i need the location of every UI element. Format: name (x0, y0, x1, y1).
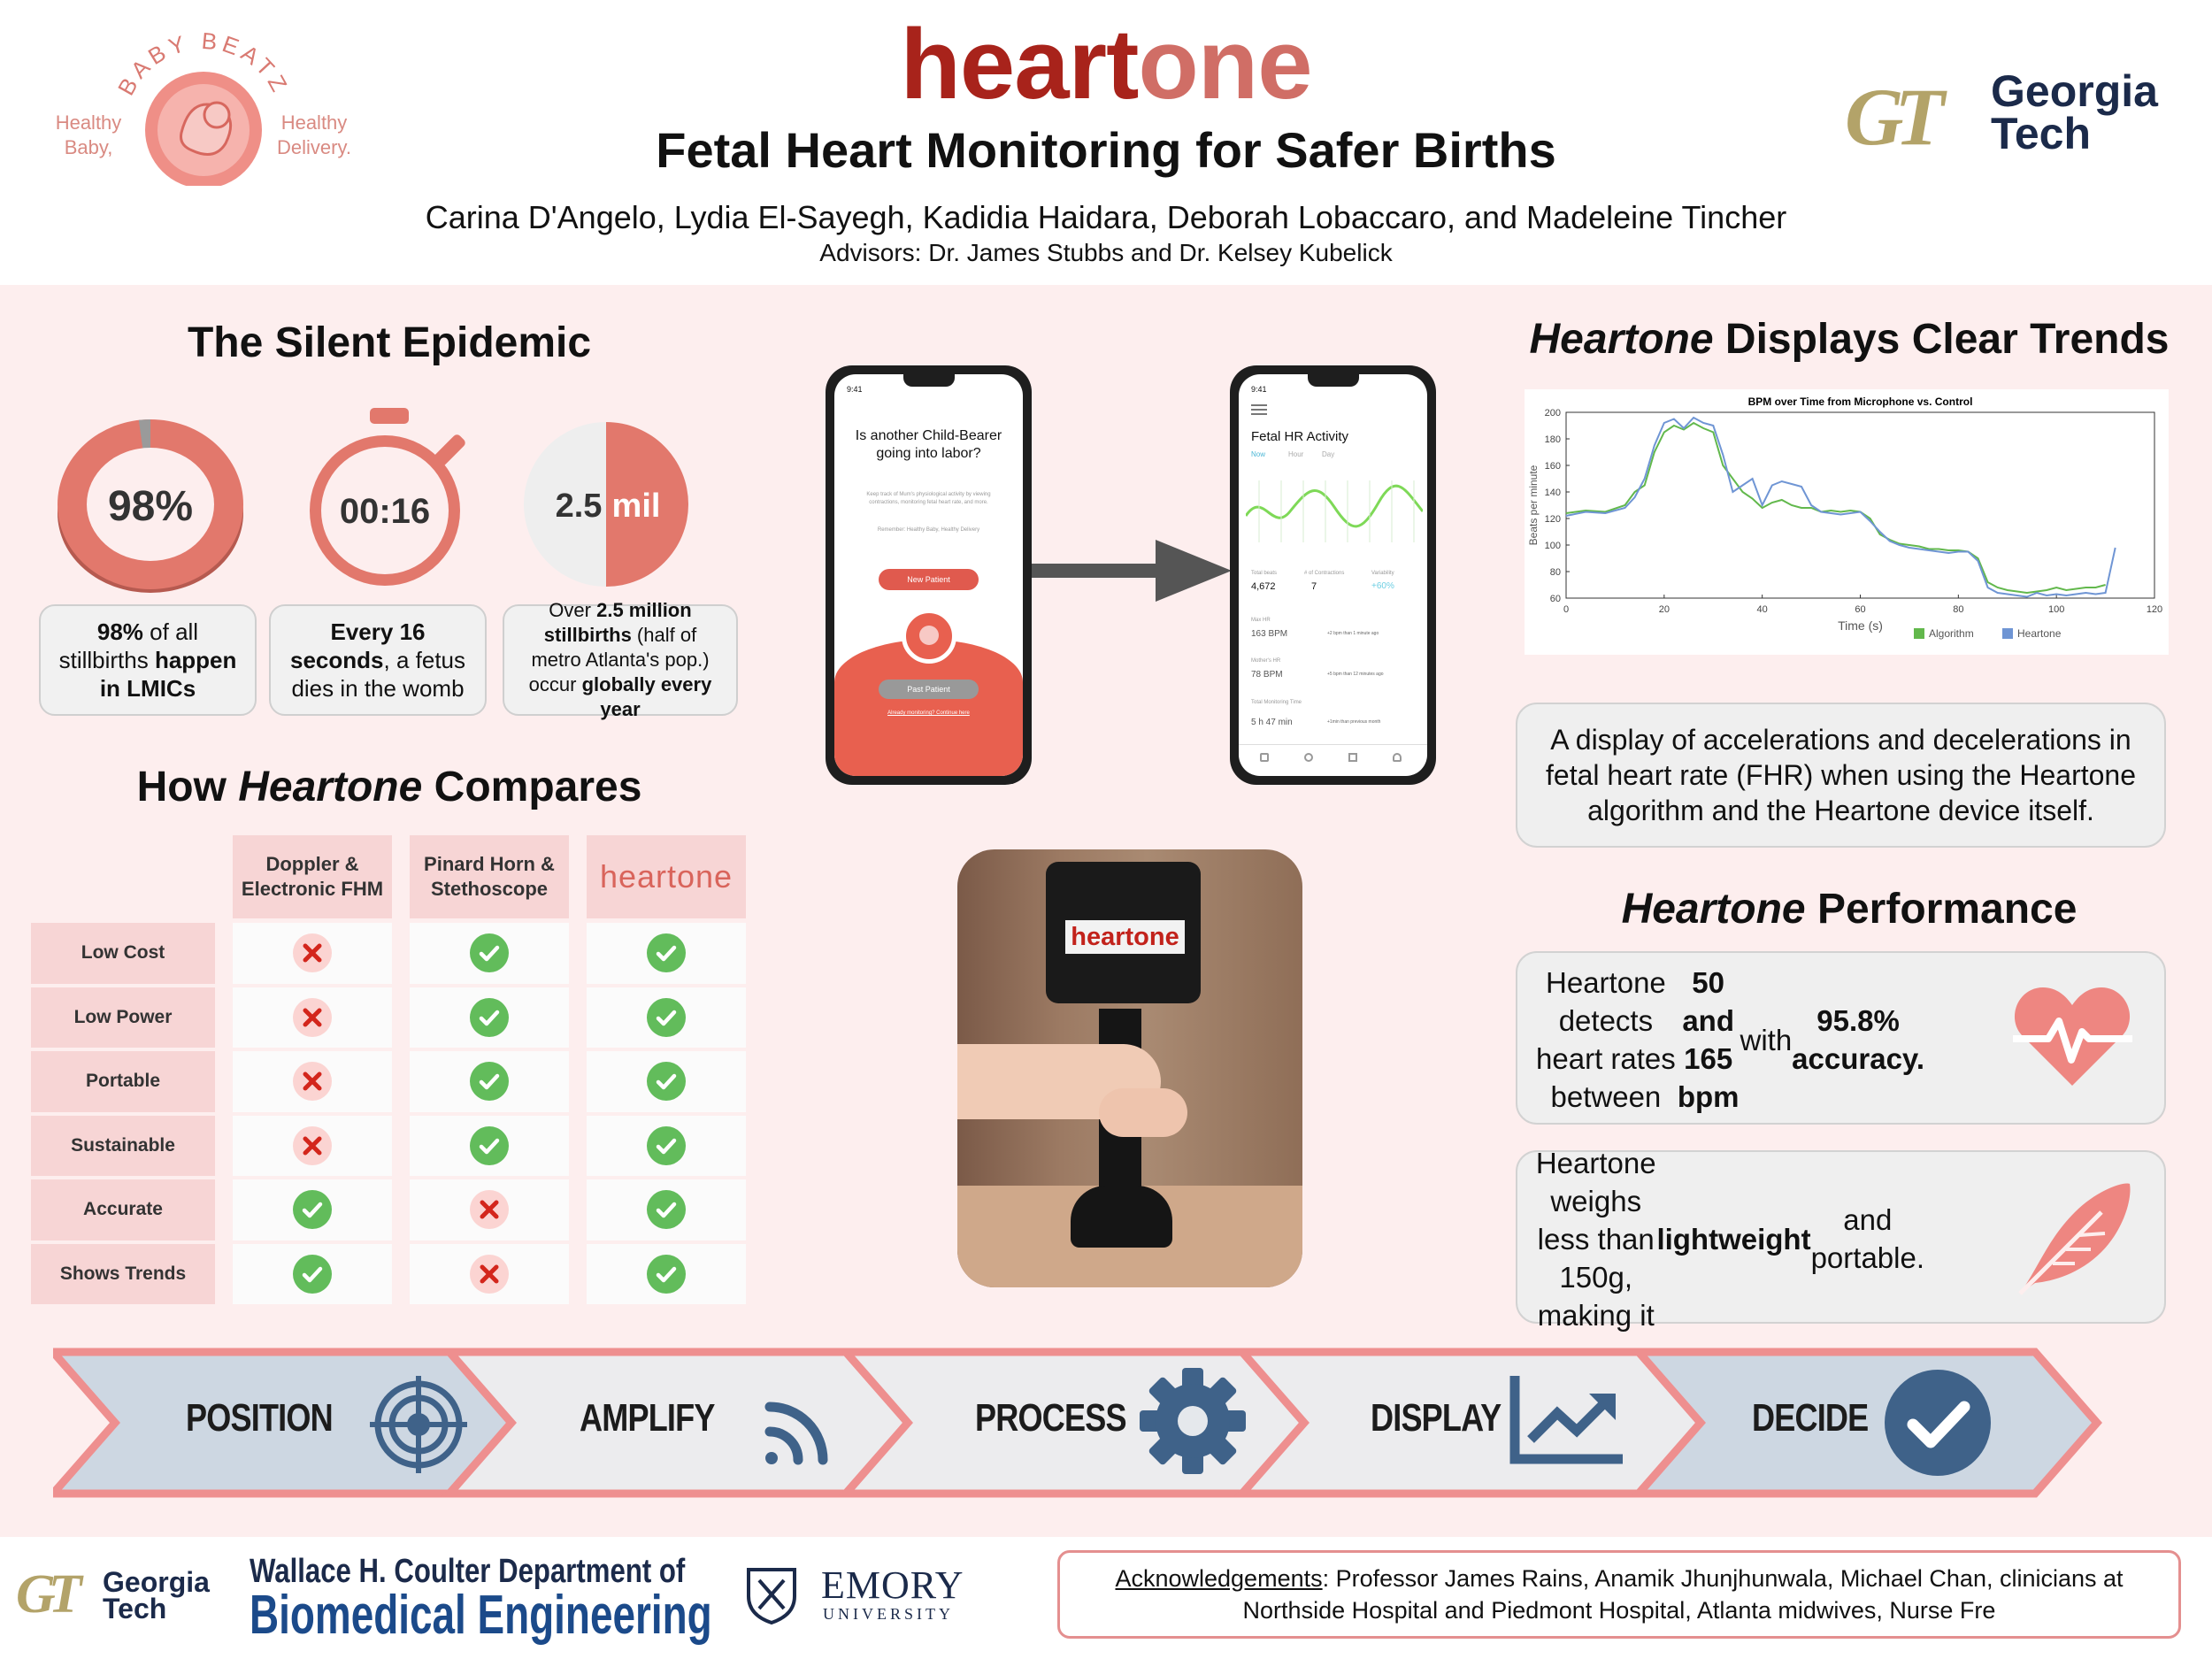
bpm-chart-panel (1525, 389, 2169, 655)
trends-title-post: Displays Clear Trends (1713, 316, 2170, 363)
check-icon (470, 998, 509, 1037)
plot-area (1566, 412, 2154, 598)
table-cell (587, 1051, 746, 1112)
x-tick-label: 0 (1563, 604, 1570, 615)
emory-line2: UNIVERSITY (823, 1605, 954, 1623)
nav-settings-icon[interactable] (1304, 753, 1313, 762)
ack-text: : Professor James Rains, Anamik Jhunjhunwala, Michael Chan, clinicians at Northside Hospital and Piedmont Hospital, Atlanta midwives, Nurse Fre (1242, 1565, 2124, 1624)
check-icon (470, 1062, 509, 1101)
row-motherhr-value: 78 BPM (1251, 670, 1283, 680)
gt-line2: Tech (1991, 109, 2091, 158)
stat1-value: 98% (107, 483, 194, 530)
table-row-label: Low Cost (31, 923, 215, 984)
row-motherhr-note: +5 bpm than 12 minutes ago (1327, 672, 1384, 677)
poster-title (796, 9, 1416, 119)
column-header: Doppler & Electronic FHM (233, 835, 392, 918)
gear-icon (1140, 1368, 1246, 1474)
x-tick-label: 100 (2047, 604, 2065, 615)
phone1-baby-icon (902, 609, 956, 664)
x-tick-label: 120 (2146, 604, 2163, 615)
georgia-tech-logo (1845, 66, 2163, 166)
y-tick-label: 60 (1549, 594, 1561, 604)
table-cell (587, 923, 746, 984)
check-icon (647, 933, 686, 972)
table-row-label: Accurate (31, 1179, 215, 1240)
stat-variability-value: +60% (1371, 581, 1394, 591)
process-step-label: DISPLAY (1371, 1396, 1502, 1440)
legend-label: Heartone (2017, 627, 2062, 640)
footer-gt-logo (16, 1566, 219, 1628)
cross-icon (470, 1190, 509, 1229)
y-tick-label: 140 (1544, 488, 1561, 498)
svg-text:Delivery.: Delivery. (277, 136, 351, 158)
donut-98-chart (49, 409, 252, 595)
table-cell (410, 1179, 569, 1240)
table-cell (233, 1116, 392, 1177)
signal-icon (761, 1380, 849, 1469)
stat-total-beats-value: 4,672 (1251, 581, 1276, 592)
table-cell (410, 1116, 569, 1177)
check-icon (647, 1062, 686, 1101)
menu-icon[interactable] (1251, 404, 1267, 406)
trends-description: A display of accelerations and decelerations in fetal heart rate (FHR) when using the Heartone algorithm and the Heartone device itself. (1516, 703, 2166, 848)
stat1-caption (39, 604, 257, 716)
accuracy-text: Heartone detects heart rates between 50 and 165 bpm with 95.8% accuracy. (1536, 966, 1925, 1113)
title-part-heart: heart (900, 9, 1139, 119)
process-step-label: PROCESS (975, 1396, 1126, 1440)
stat-variability-label: Variability (1371, 571, 1394, 576)
stat-total-beats-label: Total beats (1251, 571, 1278, 576)
baby-beatz-logo (49, 27, 358, 186)
row-maxhr-label: Max HR (1251, 618, 1271, 623)
device-label: heartone (1065, 920, 1185, 954)
nav-profile-icon[interactable] (1393, 753, 1402, 762)
phone1-remember: Remember: Healthy Baby, Healthy Delivery (877, 527, 980, 533)
gt-monogram: GT (1845, 72, 1936, 162)
gt-line1: Georgia (1991, 66, 2158, 116)
bme-line1: Wallace H. Coulter Department of (250, 1553, 686, 1590)
x-tick-label: 80 (1953, 604, 1964, 615)
past-patient-button[interactable]: Past Patient (879, 680, 979, 699)
bpm-chart (1525, 389, 2169, 655)
check-icon (647, 1126, 686, 1165)
performance-title-post: Performance (1805, 886, 2078, 933)
process-step-label: DECIDE (1752, 1396, 1869, 1440)
stat3-caption (503, 599, 738, 720)
authors: Carina D'Angelo, Lydia El-Sayegh, Kadidia Haidara, Deborah Lobaccaro, and Madeleine Tincher (425, 199, 1787, 235)
epidemic-title: The Silent Epidemic (187, 319, 592, 366)
chart-icon (1509, 1376, 1623, 1464)
process-step-label: POSITION (186, 1396, 333, 1440)
x-tick-label: 60 (1855, 604, 1866, 615)
heartbeat-icon (2013, 984, 2132, 1090)
table-row-label: Shows Trends (31, 1244, 215, 1305)
tab-day[interactable]: Day (1322, 450, 1335, 458)
new-patient-button[interactable]: New Patient (879, 569, 979, 590)
stat-contractions-label: # of Contractions (1304, 571, 1345, 576)
acknowledgements-box (1057, 1550, 2181, 1639)
phone2-screen (1239, 374, 1427, 776)
process-step-label: AMPLIFY (580, 1396, 715, 1440)
tab-now[interactable]: Now (1251, 450, 1266, 458)
device-photo (957, 849, 1302, 1287)
check-circle-icon (1883, 1368, 1993, 1478)
cross-icon (293, 998, 332, 1037)
check-icon (293, 1255, 332, 1294)
compare-title-em: Heartone (238, 764, 423, 810)
advisors: Advisors: Dr. James Stubbs and Dr. Kelsey Kubelick (819, 239, 1393, 266)
table-cell (233, 987, 392, 1048)
phone-fhr-graph (1246, 463, 1423, 551)
row-time-label: Total Monitoring Time (1251, 700, 1302, 705)
check-icon (293, 1190, 332, 1229)
y-tick-label: 100 (1544, 541, 1561, 551)
phone2-title: Fetal HR Activity (1251, 429, 1349, 444)
check-icon (647, 1190, 686, 1229)
table-cell (410, 923, 569, 984)
stat3-value-num: 2.5 (555, 488, 603, 525)
footer-gt-line1: Georgia (103, 1566, 210, 1598)
nav-home-icon[interactable] (1260, 753, 1269, 762)
stat-contractions-value: 7 (1311, 581, 1317, 592)
table-cell (233, 1179, 392, 1240)
pie-2-5-mil-chart (522, 420, 690, 588)
compare-title-post: Compares (422, 764, 642, 810)
table-cell (233, 1051, 392, 1112)
stat3-text: Over 2.5 million stillbirths (half of metro Atlanta's pop.) occur globally every year (528, 599, 712, 720)
trends-title (1504, 315, 2194, 365)
check-icon (470, 933, 509, 972)
footer-gt-line2: Tech (103, 1593, 167, 1624)
x-axis-label: Time (s) (1838, 618, 1883, 633)
y-tick-label: 180 (1544, 434, 1561, 445)
legend-label: Algorithm (1929, 627, 1974, 640)
footer-gt-mark: GT (16, 1564, 75, 1624)
phone1-body: Keep track of Mum's physiological activity by viewing contractions, monitoring fetal heart rate, and more. (866, 492, 991, 505)
compare-title-pre: How (136, 764, 239, 810)
trends-title-em: Heartone (1529, 316, 1714, 363)
bme-line2: Biomedical Engineering (250, 1585, 712, 1646)
x-tick-label: 20 (1658, 604, 1670, 615)
legend-swatch (2002, 628, 2013, 639)
legend-swatch (1914, 628, 1924, 639)
column-header: Pinard Horn & Stethoscope (410, 835, 569, 918)
poster-subtitle: Fetal Heart Monitoring for Safer Births (656, 122, 1556, 178)
row-time-value: 5 h 47 min (1251, 718, 1293, 727)
y-tick-label: 160 (1544, 461, 1561, 472)
feather-icon (2013, 1177, 2137, 1301)
y-axis-label: Beats per minute (1527, 465, 1540, 546)
check-icon (470, 1126, 509, 1165)
y-tick-label: 80 (1549, 567, 1561, 578)
row-time-note: +1min than previous month (1327, 719, 1381, 725)
weight-text: Heartone weighs less than 150g, making it lightweight and portable. (1535, 1146, 1925, 1332)
svg-text:Healthy: Healthy (280, 111, 348, 134)
x-tick-label: 40 (1756, 604, 1768, 615)
table-row-label: Low Power (31, 987, 215, 1048)
row-motherhr-label: Mother's HR (1251, 658, 1281, 664)
row-maxhr-value: 163 BPM (1251, 629, 1288, 639)
title-part-one: one (1138, 9, 1312, 119)
table-cell (233, 923, 392, 984)
table-cell (587, 1179, 746, 1240)
cross-icon (293, 1126, 332, 1165)
table-cell (233, 1244, 392, 1305)
stat2-value: 00:16 (339, 492, 431, 531)
coulter-bme-logo (250, 1553, 745, 1646)
column-header: heartone (587, 835, 746, 918)
cross-icon (470, 1255, 509, 1294)
compare-title (71, 763, 708, 812)
svg-text:Baby,: Baby, (64, 136, 113, 158)
arrow-right-icon (1032, 540, 1232, 602)
table-cell (410, 1244, 569, 1305)
continue-link[interactable]: Already monitoring? Continue here (887, 710, 970, 716)
table-cell (587, 1116, 746, 1177)
target-icon (370, 1376, 467, 1473)
table-cell (587, 1244, 746, 1305)
tab-hour[interactable]: Hour (1288, 450, 1304, 458)
ack-label: Acknowledgements (1115, 1565, 1323, 1592)
emory-logo (745, 1563, 975, 1628)
performance-weight-box (1516, 1146, 2166, 1332)
stat1-text: 98% of all stillbirths happen in LMICs (58, 618, 237, 702)
cross-icon (293, 933, 332, 972)
y-tick-label: 200 (1544, 408, 1561, 419)
stopwatch-icon (301, 403, 478, 593)
stat2-caption (269, 604, 487, 716)
cross-icon (293, 1062, 332, 1101)
table-cell (410, 1051, 569, 1112)
emory-line1: EMORY (821, 1563, 964, 1607)
phone1-screen (834, 374, 1023, 776)
phone-home-screen (826, 365, 1032, 785)
table-row-label: Portable (31, 1051, 215, 1112)
y-tick-label: 120 (1544, 514, 1561, 525)
table-cell (587, 987, 746, 1048)
nav-files-icon[interactable] (1348, 753, 1357, 762)
table-row-label: Sustainable (31, 1116, 215, 1177)
svg-text:Healthy: Healthy (55, 111, 122, 134)
chart-title: BPM over Time from Microphone vs. Control (1747, 396, 1973, 408)
phone-hr-activity (1230, 365, 1436, 785)
phone1-time: 9:41 (847, 385, 863, 394)
stat3-value-unit: mil (611, 488, 661, 525)
phone2-time: 9:41 (1251, 385, 1267, 394)
stat2-text: Every 16 seconds, a fetus dies in the womb (290, 618, 465, 702)
check-icon (647, 1255, 686, 1294)
check-icon (647, 998, 686, 1037)
logo-arc-text: BABY BEATZ (111, 27, 296, 100)
row-maxhr-note: +2 bpm than 1 minute ago (1327, 631, 1379, 636)
table-cell (410, 987, 569, 1048)
performance-title-em: Heartone (1621, 886, 1806, 933)
performance-title (1504, 885, 2194, 934)
emory-shield-icon (745, 1566, 798, 1624)
performance-accuracy-box (1516, 951, 2166, 1125)
phone1-headline: Is another Child-Bearer going into labor? (855, 428, 1002, 461)
